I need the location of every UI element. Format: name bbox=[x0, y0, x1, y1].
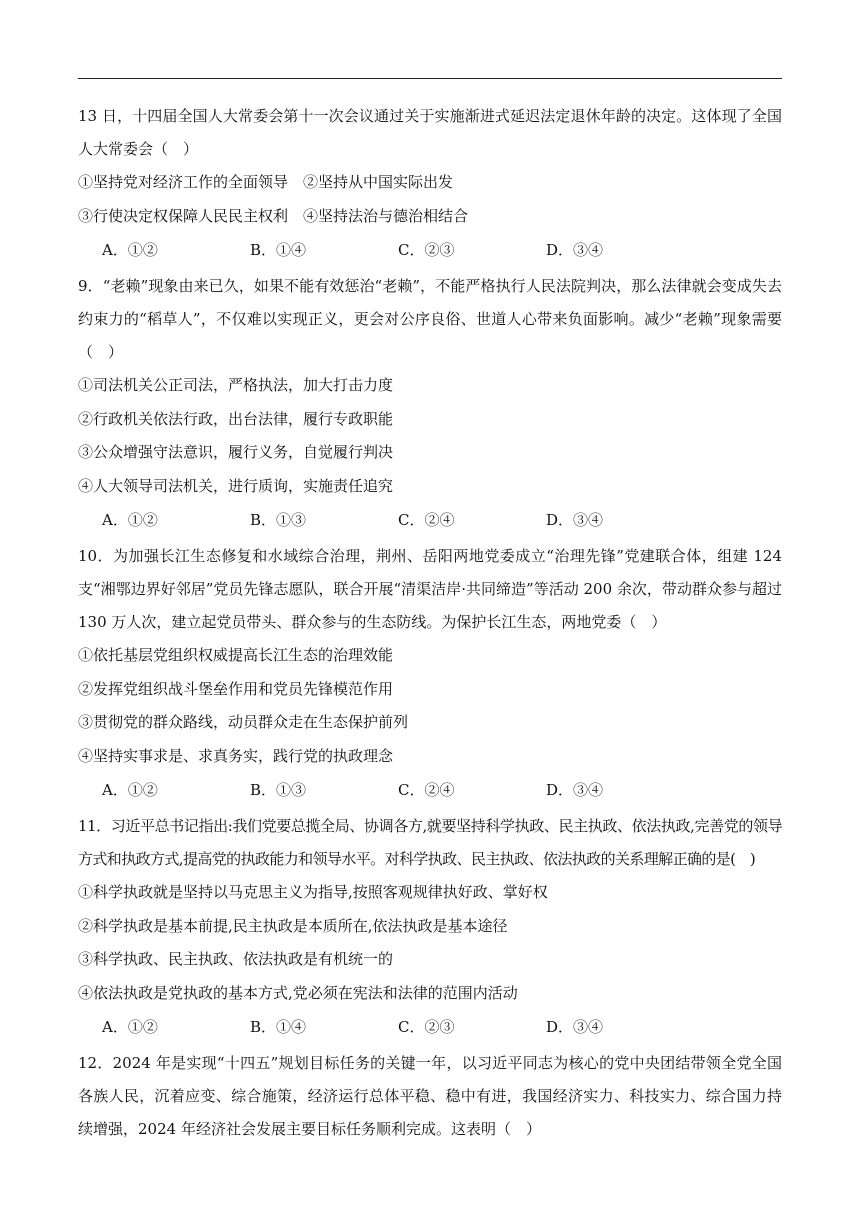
question-stem: 9．“老赖”现象由来已久，如果不能有效惩治“老赖”，不能严格执行人民法院判决，那么法律就会变成失去约束力的“稻草人”，不仅难以实现正义，更会对公序良俗、世道人心带来负面影响。减少“老赖”现象需要（ ） bbox=[78, 277, 782, 361]
statement: ①科学执政就是坚持以马克思主义为指导,按照客观规律执好政、掌好权 bbox=[78, 883, 548, 901]
page-content bbox=[78, 100, 782, 1146]
choice-b: B．①③ bbox=[250, 511, 307, 529]
question-9 bbox=[78, 270, 782, 537]
choice-c: C．②③ bbox=[398, 241, 455, 259]
statement: ③科学执政、民主执政、依法执政是有机统一的 bbox=[78, 950, 394, 968]
statement: ③贯彻党的群众路线，动员群众走在生态保护前列 bbox=[78, 713, 409, 731]
answer-choices bbox=[78, 1010, 782, 1044]
statement: ③公众增强守法意识，履行义务，自觉履行判决 bbox=[78, 443, 394, 461]
statement: ④依法执政是党执政的基本方式,党必须在宪法和法律的范围内活动 bbox=[78, 983, 518, 1002]
statement: ①司法机关公正司法，严格执法，加大打击力度 bbox=[78, 376, 394, 394]
choice-c: C．②③ bbox=[398, 1018, 455, 1036]
question-10 bbox=[78, 540, 782, 807]
choice-c: C．②④ bbox=[398, 781, 455, 799]
statement: ④坚持实事求是、求真务实，践行党的执政理念 bbox=[78, 746, 394, 765]
statement: ③行使决定权保障人民民主权利 ④坚持法治与德治相结合 bbox=[78, 206, 469, 225]
question-stem: 13 日，十四届全国人大常委会第十一次会议通过关于实施渐进式延迟法定退休年龄的决定。这体现了全国人大常委会（ ） bbox=[78, 107, 782, 158]
statement: ④人大领导司法机关，进行质询，实施责任追究 bbox=[78, 476, 394, 495]
question-11 bbox=[78, 810, 782, 1044]
statement: ①坚持党对经济工作的全面领导 ②坚持从中国实际出发 bbox=[78, 173, 454, 191]
choice-b: B．①④ bbox=[250, 1018, 307, 1036]
choice-a: A．①② bbox=[102, 241, 158, 259]
choice-b: B．①④ bbox=[250, 241, 307, 259]
choice-a: A．①② bbox=[102, 511, 158, 529]
answer-choices bbox=[78, 233, 782, 267]
statement: ②发挥党组织战斗堡垒作用和党员先锋模范作用 bbox=[78, 679, 394, 698]
choice-d: D．③④ bbox=[546, 1018, 604, 1036]
choice-b: B．①③ bbox=[250, 781, 307, 799]
question-8-tail bbox=[78, 100, 782, 267]
answer-choices bbox=[78, 503, 782, 537]
question-stem: 11．习近平总书记指出:我们党要总揽全局、协调各方,就要坚持科学执政、民主执政、依法执政,完善党的领导方式和执政方式,提高党的执政能力和领导水平。对科学执政、民主执政、依法执政的关系理解正确的是( ) bbox=[78, 817, 782, 868]
statement: ①依托基层党组织权威提高长江生态的治理效能 bbox=[78, 646, 394, 664]
header-rule bbox=[78, 78, 782, 79]
statement: ②科学执政是基本前提,民主执政是本质所在,依法执政是基本途径 bbox=[78, 916, 508, 935]
choice-d: D．③④ bbox=[546, 511, 604, 529]
question-stem: 12．2024 年是实现“十四五”规划目标任务的关键一年，以习近平同志为核心的党中央团结带领全党全国各族人民，沉着应变、综合施策，经济运行总体平稳、稳中有进，我国经济实力、科技实力、综合国力持续增强，2024 年经济社会发展主要目标任务顺利完成。这表明（ ） bbox=[78, 1054, 782, 1138]
choice-c: C．②④ bbox=[398, 511, 455, 529]
question-stem: 10．为加强长江生态修复和水域综合治理，荆州、岳阳两地党委成立“治理先锋”党建联合体，组建 124 支“湘鄂边界好邻居”党员先锋志愿队，联合开展“清渠洁岸·共同缔造”等活动 200 余次，带动群众参与超过 130 万人次，建立起党员带头、群众参与的生态防线。为保护长江生态，两地党委（ ） bbox=[78, 547, 782, 631]
choice-d: D．③④ bbox=[546, 781, 604, 799]
answer-choices bbox=[78, 773, 782, 807]
choice-a: A．①② bbox=[102, 1018, 158, 1036]
question-12 bbox=[78, 1047, 782, 1146]
choice-d: D．③④ bbox=[546, 241, 604, 259]
choice-a: A．①② bbox=[102, 781, 158, 799]
statement: ②行政机关依法行政，出台法律，履行专政职能 bbox=[78, 409, 394, 428]
